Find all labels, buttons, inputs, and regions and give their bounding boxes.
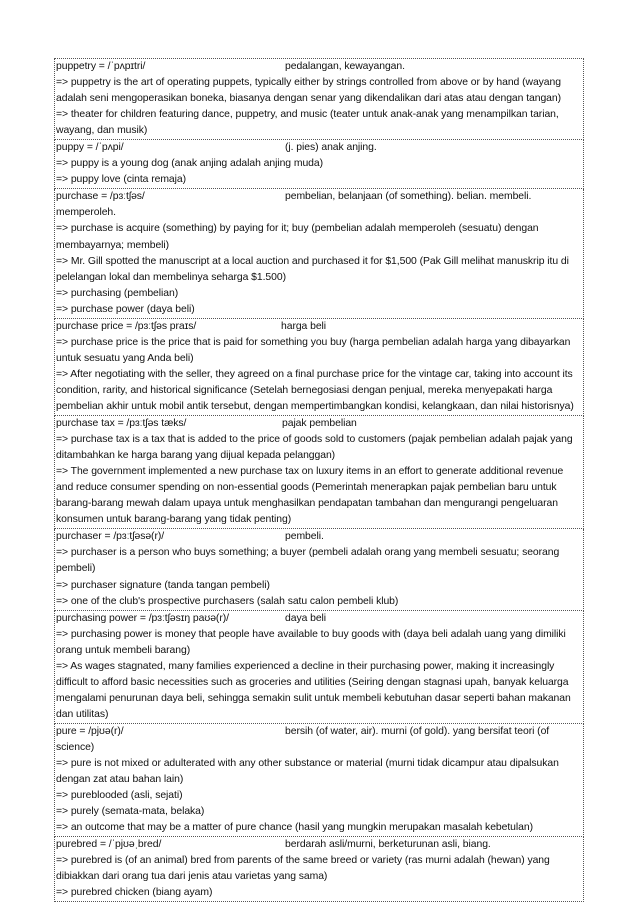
dictionary-entry <box>54 319 584 416</box>
headword: puppetry = /ˈpʌpɪtri/ <box>56 61 146 72</box>
dictionary-entry <box>54 59 584 140</box>
entry-header <box>56 529 582 545</box>
headword: purebred = /ˈpjʊəˌbred/ <box>56 839 162 851</box>
entry-line: => Mr. Gill spotted the manuscript at a local auction and purchased it for $1,500 (Pak Gill melihat manuskrip itu di pelelangan lokal dan membelinya seharga $1.500) <box>56 255 569 283</box>
entry-line: => purchase is acquire (something) by paying for it; buy (pembelian adalah memperoleh (sesuatu) dengan membayarnya; membeli) <box>56 223 539 251</box>
gloss: pajak pembelian <box>282 418 357 430</box>
entry-header <box>56 416 582 432</box>
gloss: pedalangan, kewayangan. <box>285 61 405 72</box>
entry-line: => puppy is a young dog (anak anjing adalah anjing muda) <box>56 158 323 170</box>
entry-header <box>56 724 582 756</box>
entry-header <box>56 837 582 853</box>
headword: purchase price = /pɜːtʃəs praɪs/ <box>56 320 197 332</box>
gloss: pembeli. <box>285 531 324 543</box>
entry-line: => purchase power (daya beli) <box>56 303 195 315</box>
entry-line: => purebred is (of an animal) bred from parents of the same breed or variety (ras murni adalah (hewan) yang dibiakkan dari orang tua dari jenis atau varietas yang sama) <box>56 855 550 883</box>
entry-line: => purely (semata-mata, belaka) <box>56 806 205 818</box>
gloss: harga beli <box>281 320 327 332</box>
dictionary-entry <box>54 529 584 610</box>
gloss: bersih (of water, air). murni (of gold). yang bersifat teori (of science) <box>56 725 550 753</box>
headword: purchaser = /pɜːtʃəsə(r)/ <box>56 531 165 543</box>
entry-line: => After negotiating with the seller, they agreed on a final purchase price for the vintage car, taking into account its condition, rarity, and historical significance (Setelah bernegosiasi dengan penjual, mereka menyepakati harga pembelian akhir untuk mobil antik tersebut, dengan mempertimbangkan kondisi, kelangkaan, dan nilai historisnya) <box>56 368 574 412</box>
entry-line: => purebred chicken (biang ayam) <box>56 887 213 899</box>
entry-line: => puppetry is the art of operating puppets, typically either by strings controlled from above or by hand (wayang adalah seni mengoperasikan boneka, biasanya dengan senar yang dikendalikan dari atas atau dengan tangan) <box>56 77 562 105</box>
gloss: berdarah asli/murni, berketurunan asli, biang. <box>285 839 491 851</box>
gloss: pembelian, belanjaan (of something). belian. membeli. memperoleh. <box>56 191 532 219</box>
entry-line: => purchase price is the price that is paid for something you buy (harga pembelian adalah harga yang dibayarkan untuk sesuatu yang Anda beli) <box>56 336 571 364</box>
entry-line: => pure is not mixed or adulterated with any other substance or material (murni tidak dicampur atau dipalsukan dengan zat atau bahan lain) <box>56 758 559 786</box>
headword: puppy = /ˈpʌpi/ <box>56 142 124 154</box>
gloss: (j. pies) anak anjing. <box>285 142 377 154</box>
dictionary-entry <box>54 611 584 724</box>
entry-header <box>56 611 582 627</box>
headword: pure = /pjʊə(r)/ <box>56 725 124 737</box>
headword: purchasing power = /pɜːtʃəsɪŋ paʊə(r)/ <box>56 612 229 624</box>
entry-line: => purchaser is a person who buys something; a buyer (pembeli adalah orang yang membeli sesuatu; seorang pembeli) <box>56 547 560 575</box>
dictionary-entry <box>54 416 584 529</box>
entry-line: => an outcome that may be a matter of pure chance (hasil yang mungkin merupakan masalah kebetulan) <box>56 822 533 834</box>
entry-line: => one of the club's prospective purchasers (salah satu calon pembeli klub) <box>56 595 399 607</box>
headword: purchase tax = /pɜːtʃəs tæks/ <box>56 418 187 430</box>
dictionary-entry <box>54 724 584 837</box>
entry-header <box>56 189 582 221</box>
entry-line: => purchasing power is money that people have available to buy goods with (daya beli adalah uang yang dimiliki orang untuk membeli barang) <box>56 628 566 656</box>
entry-line: => As wages stagnated, many families experienced a decline in their purchasing power, making it increasingly difficult to afford basic necessities such as groceries and utilities (Seiring dengan stagnasi upah, banyak keluarga mengalami penurunan daya beli, sehingga semakin sulit untuk membeli kebutuhan dasar seperti bahan makanan dan utilitas) <box>56 660 571 720</box>
dictionary-document <box>54 58 584 902</box>
entry-line: => theater for children featuring dance, puppetry, and music (teater untuk anak-anak yang menampilkan tarian, wayang, dan musik) <box>56 109 559 137</box>
entry-line: => purchasing (pembelian) <box>56 287 179 299</box>
entry-line: => puppy love (cinta remaja) <box>56 174 187 186</box>
entry-line: => purchase tax is a tax that is added to the price of goods sold to customers (pajak pembelian adalah pajak yang ditambahkan ke harga barang yang dijual kepada pelanggan) <box>56 434 573 462</box>
gloss: daya beli <box>285 612 327 624</box>
entry-line: => purchaser signature (tanda tangan pembeli) <box>56 579 270 591</box>
entry-header <box>56 319 582 335</box>
entry-header <box>56 59 582 75</box>
dictionary-entry <box>54 837 584 902</box>
entry-header <box>56 140 582 156</box>
entry-line: => The government implemented a new purchase tax on luxury items in an effort to generate additional revenue and reduce consumer spending on non-essential goods (Pemerintah menerapkan pajak pembelian baru untuk barang-barang mewah dalam upaya untuk menghasilkan pendapatan tambahan dan mengurangi pengeluaran konsumen untuk barang-barang yang tidak penting) <box>56 466 564 526</box>
dictionary-entry <box>54 140 584 189</box>
headword: purchase = /pɜːtʃəs/ <box>56 191 145 203</box>
entry-line: => pureblooded (asli, sejati) <box>56 790 183 802</box>
dictionary-entry <box>54 189 584 318</box>
